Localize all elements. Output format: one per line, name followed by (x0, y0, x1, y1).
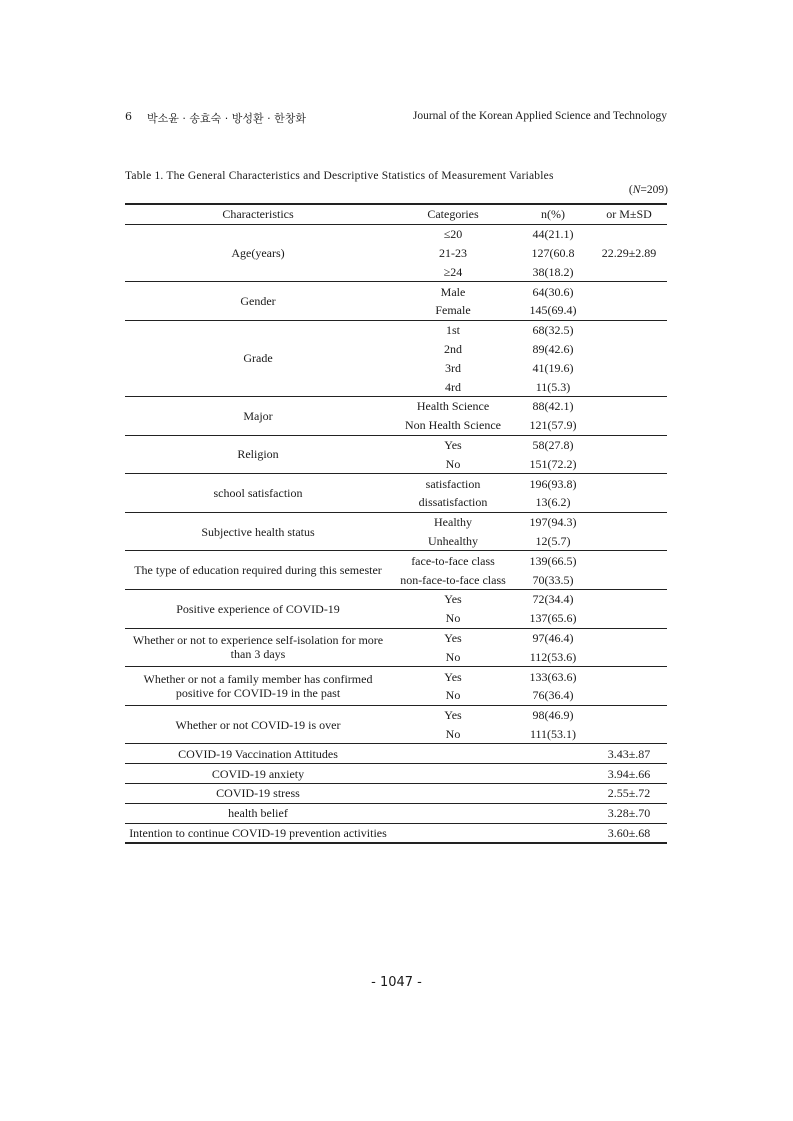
characteristics-table (125, 203, 667, 844)
category-cell: Unhealthy (428, 533, 478, 548)
count-cell: 121(57.9) (529, 418, 577, 433)
count-cell: 127(60.8 (531, 245, 575, 260)
count-cell: 151(72.2) (529, 456, 577, 471)
variable-group (125, 803, 667, 823)
column-header: Characteristics (222, 207, 294, 222)
variable-name-cell: COVID-19 anxiety (211, 766, 305, 781)
variable-name-cell: COVID-19 stress (216, 786, 300, 801)
variable-group (125, 783, 667, 803)
table-row (125, 803, 667, 823)
characteristic-cell: Whether or not a family member has confirmed positive for COVID-19 in the past (143, 671, 373, 700)
table-header-row (125, 204, 667, 224)
msd-cell: 2.55±.72 (607, 786, 651, 801)
category-cell (391, 744, 515, 764)
category-cell: No (445, 688, 461, 703)
msd-cell (591, 435, 667, 474)
variable-name-cell: COVID-19 Vaccination Attitudes (178, 746, 338, 761)
characteristic-group (125, 474, 667, 513)
category-cell: Yes (444, 437, 462, 452)
characteristic-group (125, 224, 667, 281)
characteristic-group (125, 320, 667, 396)
category-cell (391, 803, 515, 823)
table-row (125, 320, 667, 339)
count-cell (515, 744, 591, 764)
count-cell: 97(46.4) (532, 630, 574, 645)
journal-title: Journal of the Korean Applied Science and Technology (412, 110, 667, 122)
category-cell: No (445, 456, 461, 471)
characteristic-group (125, 551, 667, 590)
category-cell: ≥24 (443, 264, 463, 279)
table-row (125, 435, 667, 454)
characteristic-cell: Grade (243, 351, 273, 366)
count-cell: 12(5.7) (535, 533, 571, 548)
count-cell: 88(42.1) (532, 399, 574, 414)
category-cell: satisfaction (425, 476, 481, 491)
category-cell: 1st (445, 323, 460, 338)
characteristic-group (125, 589, 667, 628)
count-cell (515, 803, 591, 823)
count-cell (515, 764, 591, 784)
msd-cell: 3.43±.87 (607, 746, 651, 761)
category-cell: 3rd (445, 360, 461, 375)
characteristic-cell: Age(years) (231, 245, 285, 260)
characteristic-group (125, 628, 667, 667)
count-cell: 41(19.6) (532, 360, 574, 375)
variable-name-cell: health belief (228, 806, 288, 821)
category-cell: 4rd (445, 379, 461, 394)
category-cell: ≤20 (443, 227, 463, 242)
category-cell (391, 764, 515, 784)
table-row (125, 224, 667, 243)
category-cell (391, 783, 515, 803)
category-cell: Female (435, 303, 471, 318)
table-row (125, 512, 667, 531)
msd-cell (591, 320, 667, 396)
msd-cell (591, 667, 667, 706)
msd-cell (591, 474, 667, 513)
characteristic-group (125, 667, 667, 706)
page-number: 6 (125, 110, 132, 123)
characteristic-group (125, 435, 667, 474)
msd-cell (591, 396, 667, 435)
variable-name-cell: Intention to continue COVID-19 prevention activities (129, 825, 387, 840)
msd-cell (591, 282, 667, 321)
category-cell: 2nd (444, 341, 462, 356)
table-caption: Table 1. The General Characteristics and Descriptive Statistics of Measurement Variables (125, 170, 554, 182)
count-cell: 76(36.4) (532, 688, 574, 703)
table-row (125, 783, 667, 803)
page-footer: - 1047 - (371, 975, 422, 990)
msd-cell (591, 589, 667, 628)
category-cell: face-to-face class (411, 553, 495, 568)
count-cell: 145(69.4) (529, 303, 577, 318)
count-cell: 133(63.6) (529, 669, 577, 684)
characteristic-cell: school satisfaction (213, 485, 303, 500)
column-header: n(%) (541, 207, 565, 222)
category-cell (391, 823, 515, 843)
sample-size-note: (N=209) (628, 184, 668, 196)
count-cell: 70(33.5) (532, 572, 574, 587)
category-cell: Yes (444, 630, 462, 645)
column-header: or M±SD (606, 207, 652, 222)
category-cell: Healthy (434, 515, 472, 530)
characteristic-cell: Subjective health status (201, 524, 315, 539)
count-cell: 11(5.3) (535, 379, 571, 394)
count-cell: 44(21.1) (532, 227, 574, 242)
table-row (125, 282, 667, 301)
msd-cell: 22.29±2.89 (601, 245, 657, 260)
table-row (125, 551, 667, 570)
table-row (125, 744, 667, 764)
msd-cell (591, 628, 667, 667)
characteristic-cell: Gender (240, 293, 276, 308)
characteristic-group (125, 512, 667, 551)
table-row (125, 589, 667, 608)
table-row (125, 764, 667, 784)
msd-cell: 3.94±.66 (607, 766, 651, 781)
count-cell: 13(6.2) (535, 495, 571, 510)
count-cell: 98(46.9) (532, 708, 574, 723)
count-cell: 38(18.2) (532, 264, 574, 279)
msd-cell (591, 705, 667, 744)
category-cell: Yes (444, 592, 462, 607)
count-cell: 89(42.6) (532, 341, 574, 356)
characteristic-group (125, 396, 667, 435)
category-cell: Health Science (416, 399, 490, 414)
table-row (125, 667, 667, 686)
characteristic-cell: Whether or not COVID-19 is over (175, 717, 341, 732)
category-cell: No (445, 649, 461, 664)
count-cell: 111(53.1) (529, 726, 577, 741)
count-cell: 137(65.6) (529, 611, 577, 626)
characteristic-cell: The type of education required during this semester (134, 563, 382, 578)
table-row (125, 705, 667, 724)
table-row (125, 823, 667, 843)
msd-cell: 3.28±.70 (607, 806, 651, 821)
variable-group (125, 764, 667, 784)
count-cell: 68(32.5) (532, 323, 574, 338)
count-cell: 72(34.4) (532, 592, 574, 607)
authors: 박소윤 · 송효숙 · 방성환 · 한창화 (147, 112, 306, 125)
category-cell: No (445, 726, 461, 741)
msd-cell (591, 551, 667, 590)
characteristic-group (125, 705, 667, 744)
characteristic-cell: Major (243, 408, 273, 423)
table-row (125, 474, 667, 493)
category-cell: Yes (444, 669, 462, 684)
category-cell: No (445, 611, 461, 626)
variable-group (125, 823, 667, 843)
count-cell: 196(93.8) (529, 476, 577, 491)
category-cell: 21-23 (439, 245, 467, 260)
count-cell (515, 823, 591, 843)
count-cell: 58(27.8) (532, 437, 574, 452)
characteristic-group (125, 282, 667, 321)
characteristic-cell: Positive experience of COVID-19 (176, 601, 340, 616)
count-cell: 197(94.3) (529, 515, 577, 530)
table-row (125, 628, 667, 647)
category-cell: Non Health Science (405, 418, 501, 433)
count-cell (515, 783, 591, 803)
category-cell: dissatisfaction (418, 495, 488, 510)
characteristic-cell: Whether or not to experience self-isolation for more than 3 days (132, 633, 384, 662)
count-cell: 64(30.6) (532, 284, 574, 299)
table-row (125, 396, 667, 415)
column-header: Categories (427, 207, 479, 222)
category-cell: Male (440, 284, 466, 299)
variable-group (125, 744, 667, 764)
msd-cell: 3.60±.68 (607, 825, 651, 840)
characteristic-cell: Religion (237, 447, 279, 462)
count-cell: 112(53.6) (529, 649, 577, 664)
category-cell: non-face-to-face class (400, 572, 506, 587)
count-cell: 139(66.5) (529, 553, 577, 568)
category-cell: Yes (444, 708, 462, 723)
msd-cell (591, 512, 667, 551)
